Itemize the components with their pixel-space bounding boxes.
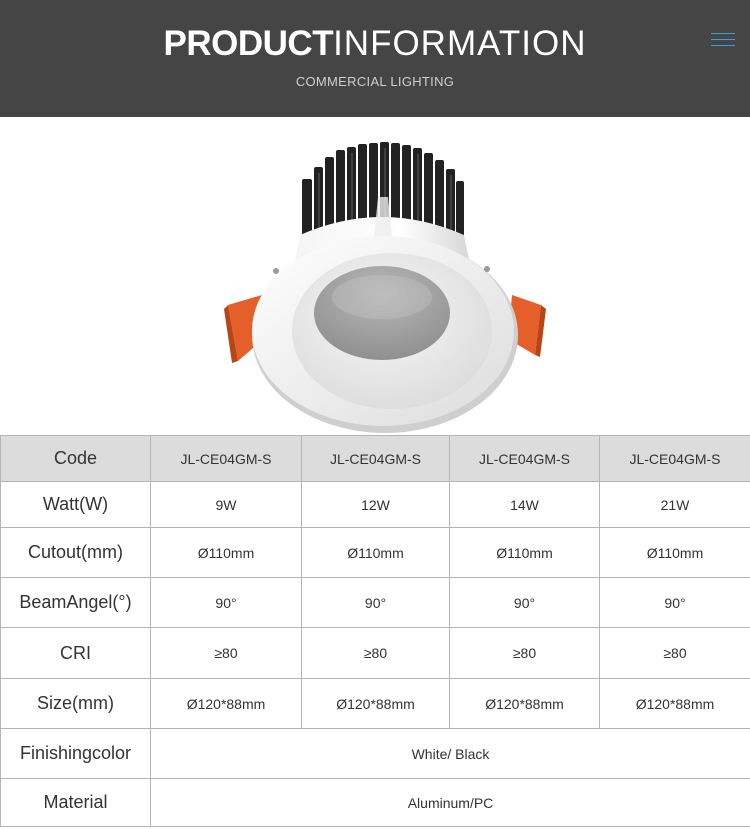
cell-beam-1: 90° (151, 578, 302, 628)
table-row-material (1, 779, 750, 827)
table-row-cutout (1, 528, 750, 578)
cell-cutout-4: Ø110mm (600, 528, 750, 578)
cell-finishing: White/ Black (151, 729, 750, 779)
recessed-downlight-image (0, 117, 750, 435)
cell-code-2: JL-CE04GM-S (302, 436, 450, 482)
row-label-cutout: Cutout(mm) (1, 528, 151, 578)
cell-size-1: Ø120*88mm (151, 679, 302, 729)
table-row-size (1, 679, 750, 729)
title-light: INFORMATION (333, 24, 587, 63)
cell-size-3: Ø120*88mm (450, 679, 600, 729)
row-label-finishing: Finishingcolor (1, 729, 151, 779)
cell-watt-4: 21W (600, 482, 750, 528)
spec-table (0, 435, 750, 827)
table-row-beam (1, 578, 750, 628)
cell-cri-4: ≥80 (600, 628, 750, 679)
cell-size-2: Ø120*88mm (302, 679, 450, 729)
cell-beam-2: 90° (302, 578, 450, 628)
row-label-beam: BeamAngel(°) (1, 578, 151, 628)
cell-beam-4: 90° (600, 578, 750, 628)
cell-cutout-2: Ø110mm (302, 528, 450, 578)
table-row-code (1, 436, 750, 482)
cell-watt-3: 14W (450, 482, 600, 528)
title-bold: PRODUCT (163, 24, 334, 63)
row-label-material: Material (1, 779, 151, 827)
hamburger-menu-icon[interactable] (711, 31, 735, 47)
cell-watt-1: 9W (151, 482, 302, 528)
cell-cutout-3: Ø110mm (450, 528, 600, 578)
table-row-finishing (1, 729, 750, 779)
cell-beam-3: 90° (450, 578, 600, 628)
cell-code-4: JL-CE04GM-S (600, 436, 750, 482)
table-row-watt (1, 482, 750, 528)
cell-cri-1: ≥80 (151, 628, 302, 679)
cell-cri-2: ≥80 (302, 628, 450, 679)
cell-material: Aluminum/PC (151, 779, 750, 827)
cell-code-1: JL-CE04GM-S (151, 436, 302, 482)
product-image (0, 117, 750, 435)
cell-watt-2: 12W (302, 482, 450, 528)
row-label-watt: Watt(W) (1, 482, 151, 528)
row-label-code: Code (1, 436, 151, 482)
page-header (0, 0, 750, 117)
cell-size-4: Ø120*88mm (600, 679, 750, 729)
cell-code-3: JL-CE04GM-S (450, 436, 600, 482)
table-row-cri (1, 628, 750, 679)
page-title (0, 24, 750, 64)
cell-cutout-1: Ø110mm (151, 528, 302, 578)
row-label-size: Size(mm) (1, 679, 151, 729)
row-label-cri: CRI (1, 628, 151, 679)
page-subtitle: COMMERCIAL LIGHTING (295, 74, 455, 89)
cell-cri-3: ≥80 (450, 628, 600, 679)
